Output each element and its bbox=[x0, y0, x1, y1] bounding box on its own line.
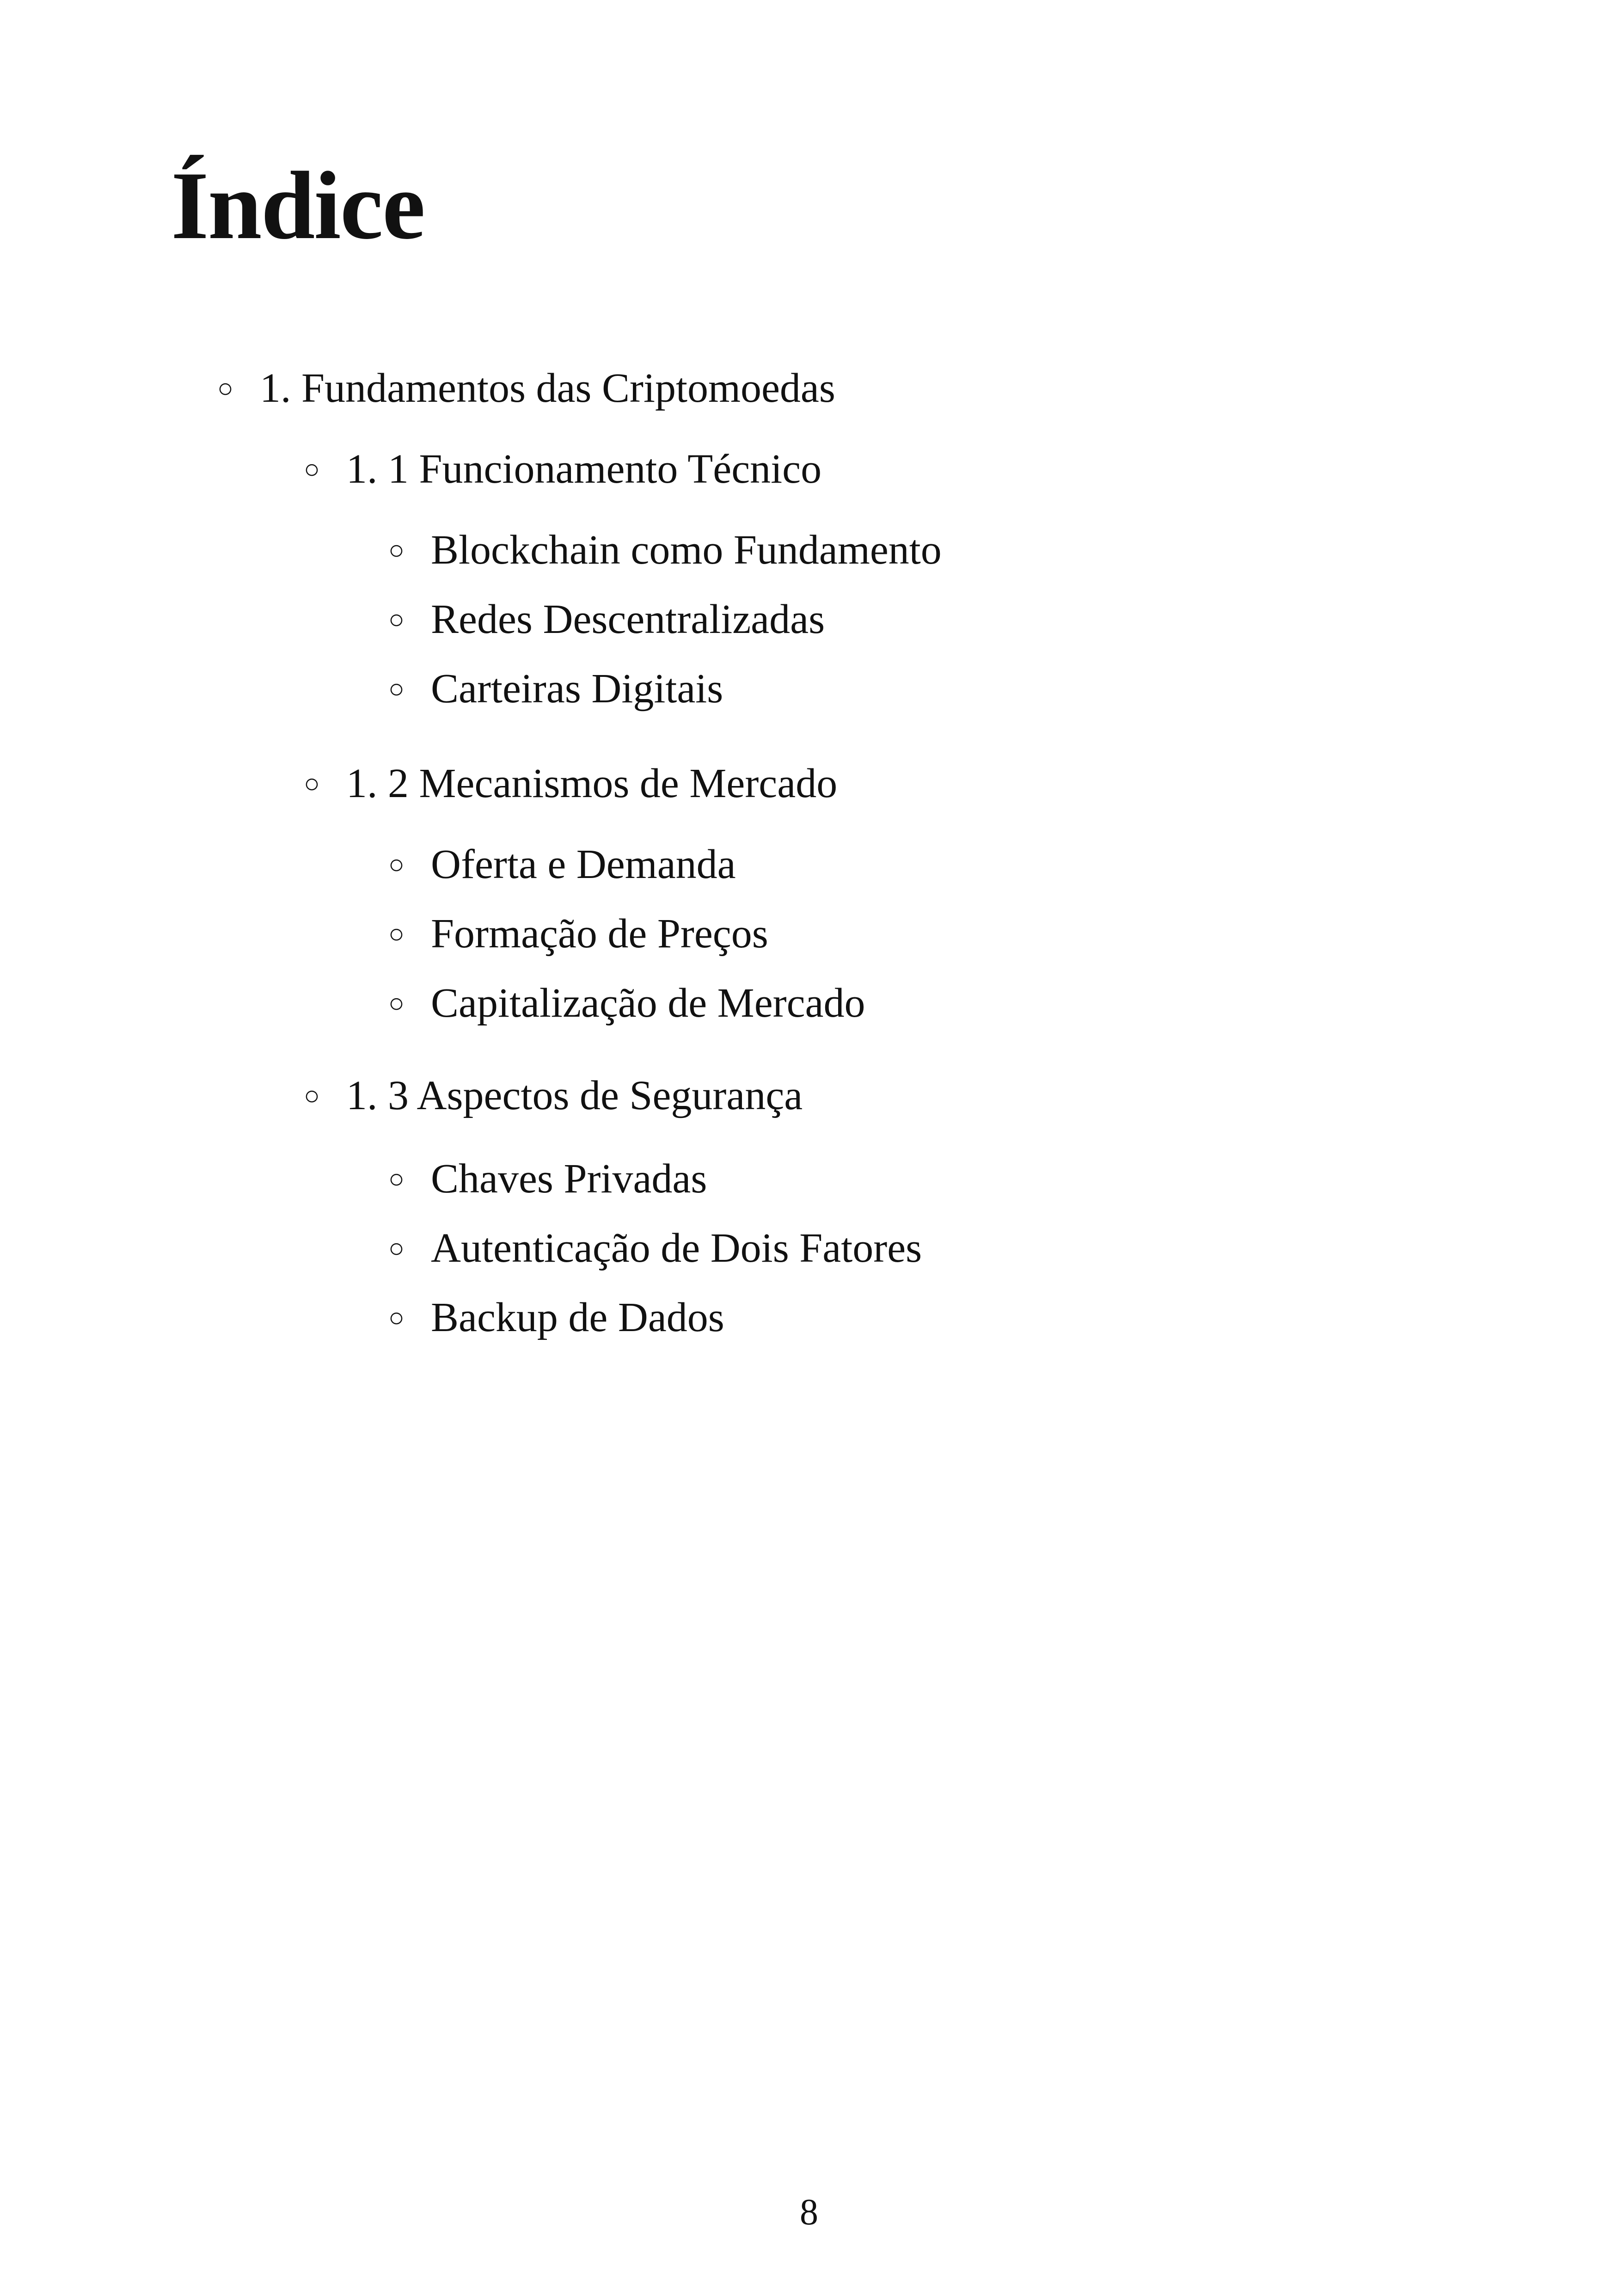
toc-item-label: Autenticação de Dois Fatores bbox=[431, 1225, 922, 1271]
toc-item-label: Chaves Privadas bbox=[431, 1156, 707, 1202]
circle-bullet-icon: ○ bbox=[304, 454, 320, 484]
toc-section-label: 1. 3 Aspectos de Segurança bbox=[346, 1073, 803, 1118]
circle-bullet-icon: ○ bbox=[388, 1233, 405, 1263]
toc-section-1-3[interactable] bbox=[304, 1075, 803, 1117]
toc-chapter-1[interactable] bbox=[217, 365, 835, 411]
circle-bullet-icon: ○ bbox=[388, 988, 405, 1018]
toc-chapter-label: 1. Fundamentos das Criptomoedas bbox=[260, 365, 835, 411]
toc-item[interactable] bbox=[388, 529, 942, 571]
toc-item-label: Carteiras Digitais bbox=[431, 666, 723, 712]
toc-item-label: Oferta e Demanda bbox=[431, 841, 736, 887]
toc-section-label: 1. 1 Funcionamento Técnico bbox=[346, 446, 822, 492]
toc-item-label: Backup de Dados bbox=[431, 1295, 724, 1340]
toc-item[interactable] bbox=[388, 1297, 724, 1338]
toc-item-label: Capitalização de Mercado bbox=[431, 980, 865, 1026]
toc-item[interactable] bbox=[388, 1158, 707, 1200]
toc-item[interactable] bbox=[388, 982, 865, 1024]
toc-item[interactable] bbox=[388, 1225, 922, 1271]
toc-item-label: Formação de Preços bbox=[431, 911, 768, 957]
circle-bullet-icon: ○ bbox=[388, 535, 405, 565]
circle-bullet-icon: ○ bbox=[388, 604, 405, 634]
page-title: Índice bbox=[171, 152, 425, 259]
circle-bullet-icon: ○ bbox=[304, 768, 320, 798]
toc-item-label: Blockchain como Fundamento bbox=[431, 527, 942, 573]
toc-section-label: 1. 2 Mecanismos de Mercado bbox=[346, 761, 838, 806]
circle-bullet-icon: ○ bbox=[388, 1302, 405, 1332]
circle-bullet-icon: ○ bbox=[304, 1080, 320, 1111]
toc-item[interactable] bbox=[388, 668, 723, 710]
toc-item[interactable] bbox=[388, 913, 768, 955]
circle-bullet-icon: ○ bbox=[388, 1164, 405, 1194]
toc-item[interactable] bbox=[388, 841, 736, 887]
circle-bullet-icon: ○ bbox=[388, 849, 405, 879]
circle-bullet-icon: ○ bbox=[388, 674, 405, 704]
circle-bullet-icon: ○ bbox=[388, 919, 405, 949]
toc-section-1-2[interactable] bbox=[304, 763, 837, 804]
circle-bullet-icon: ○ bbox=[217, 373, 234, 403]
page-number: 8 bbox=[800, 2192, 818, 2233]
toc-item[interactable] bbox=[388, 596, 825, 642]
toc-section-1-1[interactable] bbox=[304, 448, 821, 490]
toc-item-label: Redes Descentralizadas bbox=[431, 596, 825, 642]
